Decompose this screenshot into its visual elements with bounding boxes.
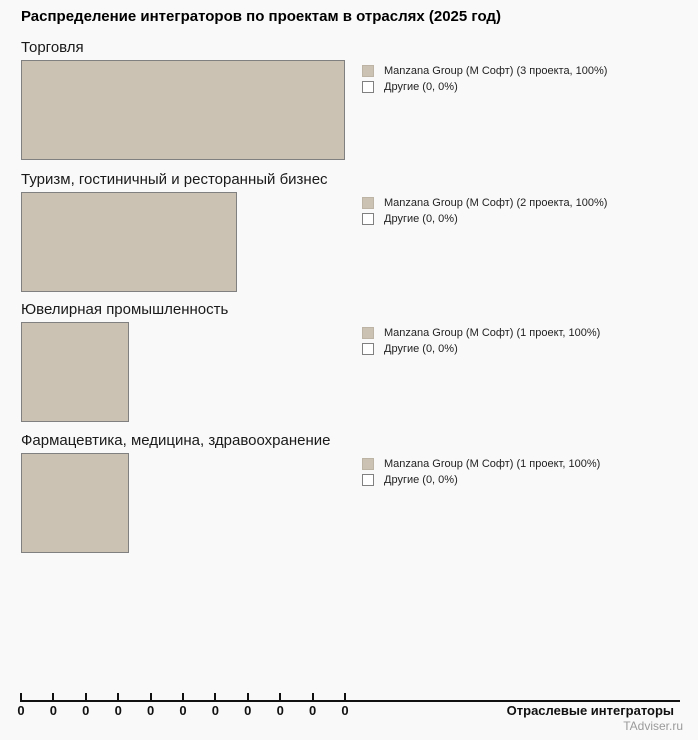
legend-row xyxy=(362,212,607,225)
x-axis-line xyxy=(21,700,680,702)
legend-label: Manzana Group (М Софт) (3 проекта, 100%) xyxy=(384,64,608,77)
x-axis-tick-label: 0 xyxy=(179,703,187,718)
legend-label: Manzana Group (М Софт) (1 проект, 100%) xyxy=(384,326,601,339)
x-axis-tick-mark xyxy=(20,693,22,702)
x-axis-tick-mark xyxy=(214,693,216,702)
legend-swatch-empty-icon xyxy=(362,474,374,486)
legend-turizm xyxy=(362,196,607,228)
section-label-farmatsevtika: Фармацевтика, медицина, здравоохранение xyxy=(21,432,331,449)
legend-row xyxy=(362,326,600,339)
legend-swatch-filled-icon xyxy=(362,458,374,470)
x-axis-tick-mark xyxy=(117,693,119,702)
x-axis-tick-mark xyxy=(85,693,87,702)
x-axis-tick-label: 0 xyxy=(49,703,57,718)
legend-label: Manzana Group (М Софт) (1 проект, 100%) xyxy=(384,457,601,470)
legend-row xyxy=(362,342,600,355)
x-axis-tick-mark xyxy=(279,693,281,702)
bar-farmatsevtika xyxy=(21,453,129,553)
legend-swatch-filled-icon xyxy=(362,327,374,339)
x-axis-tick-label: 0 xyxy=(341,703,349,718)
x-axis-tick-mark xyxy=(150,693,152,702)
bar-turizm xyxy=(21,192,237,292)
x-axis-tick-label: 0 xyxy=(146,703,155,718)
legend-swatch-empty-icon xyxy=(362,213,374,225)
legend-label: Другие (0, 0%) xyxy=(384,80,458,93)
legend-swatch-filled-icon xyxy=(362,65,374,77)
legend-swatch-empty-icon xyxy=(362,81,374,93)
legend-swatch-filled-icon xyxy=(362,197,374,209)
x-axis-title: Отраслевые интеграторы xyxy=(506,703,674,718)
legend-farmatsevtika xyxy=(362,457,600,489)
legend-row xyxy=(362,80,607,93)
x-axis-tick-mark xyxy=(344,693,346,702)
section-label-yuvelirnaya: Ювелирная промышленность xyxy=(21,301,229,318)
x-axis-tick-mark xyxy=(182,693,184,702)
x-axis-tick-mark xyxy=(247,693,249,702)
bar-torgovlya xyxy=(21,60,345,160)
x-axis-tick-label: 0 xyxy=(82,703,90,718)
x-axis-tick-mark xyxy=(52,693,54,702)
legend-torgovlya xyxy=(362,64,607,96)
legend-row xyxy=(362,64,607,77)
x-axis-tick-label: 0 xyxy=(211,703,219,718)
section-label-torgovlya: Торговля xyxy=(21,39,84,56)
watermark-tadviser: TAdviser.ru xyxy=(623,719,683,733)
legend-swatch-empty-icon xyxy=(362,343,374,355)
x-axis-tick-label: 0 xyxy=(114,703,122,718)
legend-label: Другие (0, 0%) xyxy=(384,473,458,486)
legend-label: Другие (0, 0%) xyxy=(384,342,458,355)
x-axis-tick-label: 0 xyxy=(17,703,25,718)
bar-yuvelirnaya xyxy=(21,322,129,422)
x-axis-tick-mark xyxy=(312,693,314,702)
x-axis-tick-label: 0 xyxy=(308,703,317,718)
x-axis-tick-label: 0 xyxy=(244,703,252,718)
legend-row xyxy=(362,196,607,209)
legend-row xyxy=(362,473,600,486)
legend-label: Другие (0, 0%) xyxy=(384,212,458,225)
section-label-turizm: Туризм, гостиничный и ресторанный бизнес xyxy=(21,171,328,188)
x-axis-tick-label: 0 xyxy=(276,703,284,718)
chart-title: Распределение интеграторов по проектам в отраслях (2025 год) xyxy=(21,8,501,25)
legend-yuvelirnaya xyxy=(362,326,600,358)
legend-label: Manzana Group (М Софт) (2 проекта, 100%) xyxy=(384,196,608,209)
legend-row xyxy=(362,457,600,470)
